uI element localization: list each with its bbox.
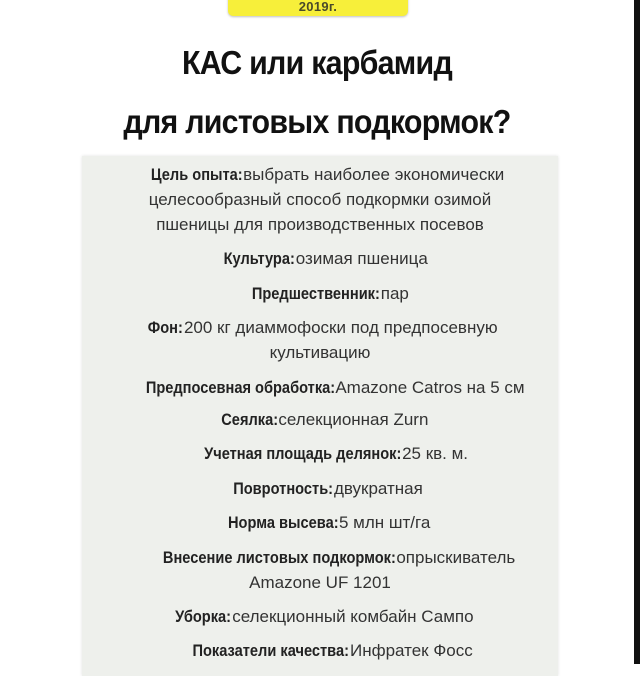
detail-crop (82, 246, 558, 271)
detail-pretreatment-label: Предпосевная обработка: (146, 378, 336, 397)
detail-crop-value: озимая пшеница (295, 249, 428, 268)
detail-harvest-value: селекционный комбайн Сампо (232, 607, 474, 626)
detail-quality (82, 638, 558, 663)
detail-pretreatment (82, 375, 558, 400)
detail-foliar-feeding (82, 545, 558, 570)
detail-predecessor-label: Предшественник: (251, 284, 380, 303)
detail-seeding-rate-value: 5 млн шт/га (338, 513, 431, 532)
detail-goal (82, 162, 558, 187)
page-title-line1: КАС или карбамид (182, 44, 452, 81)
detail-replication-value: двукратная (333, 479, 423, 498)
detail-background (82, 315, 558, 340)
detail-goal-value-line2: целесообразный способ подкормки озимой (148, 190, 492, 209)
detail-harvest (82, 604, 558, 629)
right-edge-rule (634, 0, 640, 664)
page-title-line2: для листовых подкормок? (123, 103, 511, 140)
experiment-details-card (82, 156, 558, 676)
detail-goal-value-line3: пшеницы для производственных посевов (156, 215, 484, 234)
detail-background-label: Фон: (148, 318, 184, 337)
year-badge (228, 0, 408, 16)
detail-goal-label: Цель опыта: (150, 165, 243, 184)
detail-replication-label: Повротность: (233, 479, 334, 498)
detail-background-value-line2: культивацию (269, 343, 371, 362)
detail-foliar-feeding-value-line2: Amazone UF 1201 (249, 573, 391, 592)
detail-background-line2 (82, 340, 558, 365)
year-badge-text: 2019г. (298, 0, 338, 14)
detail-goal-value-line1: выбрать наиболее экономически (243, 165, 505, 184)
detail-predecessor-value: пар (380, 284, 409, 303)
detail-crop-label: Культура: (223, 249, 296, 268)
detail-seeding-rate-label: Норма высева: (227, 513, 339, 532)
detail-seeder-value: селекционная Zurn (278, 410, 429, 429)
detail-quality-value: Инфратек Фосс (350, 641, 473, 660)
detail-seeder-label: Сеялка: (220, 410, 278, 429)
detail-seeding-rate (82, 510, 558, 535)
detail-foliar-feeding-label: Внесение листовых подкормок: (162, 548, 396, 567)
detail-goal-line3 (82, 212, 558, 237)
detail-goal-line2 (82, 187, 558, 212)
detail-replication (82, 476, 558, 501)
detail-foliar-feeding-value-line1: опрыскиватель (396, 548, 516, 567)
detail-seeder (82, 407, 558, 432)
detail-pretreatment-value: Amazone Catros на 5 см (335, 378, 525, 397)
detail-predecessor (82, 281, 558, 306)
detail-foliar-feeding-line2 (82, 570, 558, 595)
detail-quality-label: Показатели качества: (192, 641, 350, 660)
detail-plot-area (82, 441, 558, 466)
detail-plot-area-label: Учетная площадь делянок: (204, 444, 402, 463)
detail-harvest-label: Уборка: (175, 607, 232, 626)
detail-plot-area-value: 25 кв. м. (402, 444, 469, 463)
detail-background-value-line1: 200 кг диаммофоски под предпосевную (183, 318, 498, 337)
